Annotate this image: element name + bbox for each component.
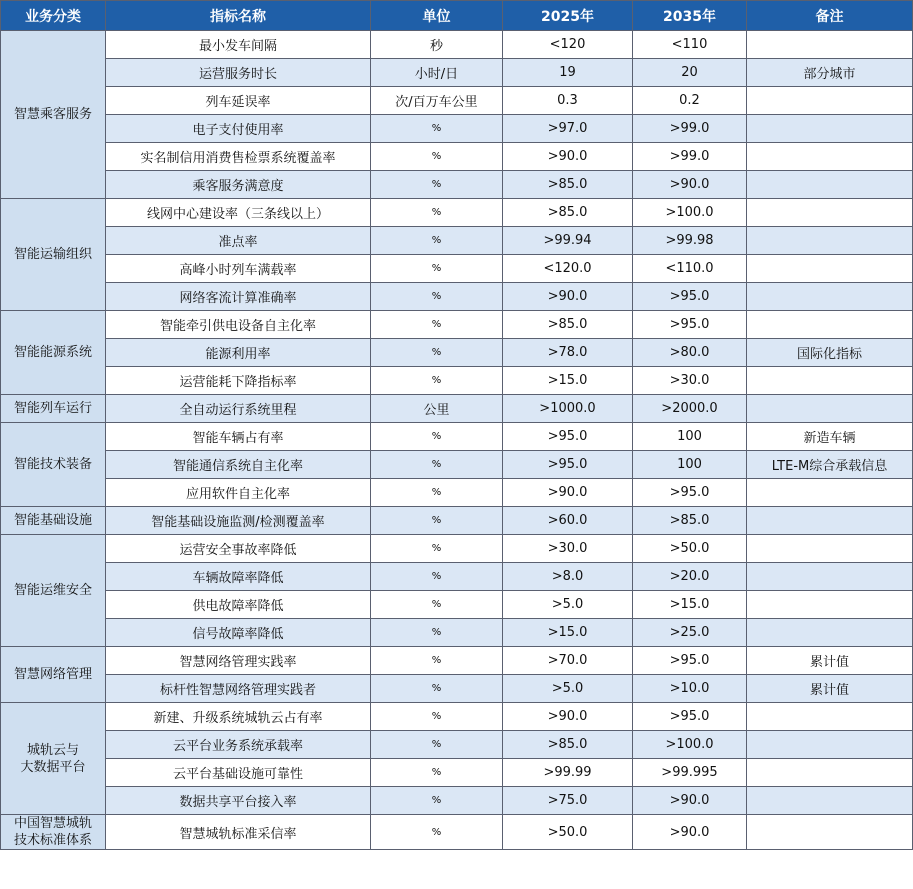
value-2025-cell: >15.0 (503, 619, 633, 647)
category-label: 智能列车运行 (13, 401, 92, 416)
table-row (1, 479, 913, 507)
category-cell (1, 703, 106, 815)
remark-cell (747, 563, 913, 591)
table-row (1, 171, 913, 199)
header-indicator-name: 指标名称 (106, 1, 371, 31)
remark-cell (747, 171, 913, 199)
remark-cell (747, 815, 913, 850)
header-remark: 备注 (747, 1, 913, 31)
table-row (1, 255, 913, 283)
indicator-name-cell: 智慧城轨标准采信率 (106, 815, 371, 850)
value-2035-cell: >99.995 (633, 759, 747, 787)
value-2035-cell: >100.0 (633, 199, 747, 227)
table-row (1, 451, 913, 479)
category-label: 中国智慧城轨 (13, 816, 92, 831)
category-label: 智能运输组织 (13, 247, 92, 262)
table-row (1, 703, 913, 731)
indicator-name-cell: 全自动运行系统里程 (106, 395, 371, 423)
value-2025-cell: >75.0 (503, 787, 633, 815)
category-cell (1, 31, 106, 199)
remark-cell: 新造车辆 (747, 423, 913, 451)
value-2025-cell: >60.0 (503, 507, 633, 535)
value-2035-cell: >99.0 (633, 115, 747, 143)
unit-cell: % (371, 731, 503, 759)
value-2035-cell: >80.0 (633, 339, 747, 367)
indicator-name-cell: 智慧网络管理实践率 (106, 647, 371, 675)
remark-cell (747, 283, 913, 311)
unit-cell: % (371, 815, 503, 850)
indicator-name-cell: 列车延误率 (106, 87, 371, 115)
table-row (1, 535, 913, 563)
remark-cell (747, 535, 913, 563)
indicator-name-cell: 运营服务时长 (106, 59, 371, 87)
indicator-name-cell: 实名制信用消费售检票系统覆盖率 (106, 143, 371, 171)
indicator-name-cell: 电子支付使用率 (106, 115, 371, 143)
value-2035-cell: >85.0 (633, 507, 747, 535)
remark-cell (747, 507, 913, 535)
table-row (1, 647, 913, 675)
category-cell (1, 815, 106, 850)
category-cell (1, 395, 106, 423)
table-row (1, 423, 913, 451)
header-row (1, 1, 913, 31)
value-2025-cell: <120.0 (503, 255, 633, 283)
table-row (1, 815, 913, 850)
indicator-name-cell: 信号故障率降低 (106, 619, 371, 647)
unit-cell: % (371, 703, 503, 731)
unit-cell: 次/百万车公里 (371, 87, 503, 115)
value-2025-cell: 19 (503, 59, 633, 87)
indicator-name-cell: 云平台基础设施可靠性 (106, 759, 371, 787)
value-2035-cell: >100.0 (633, 731, 747, 759)
remark-cell: 国际化指标 (747, 339, 913, 367)
value-2035-cell: >25.0 (633, 619, 747, 647)
value-2025-cell: >15.0 (503, 367, 633, 395)
category-label: 城轨云与 (26, 742, 79, 758)
value-2035-cell: >95.0 (633, 283, 747, 311)
remark-cell: 累计值 (747, 647, 913, 675)
value-2035-cell: 0.2 (633, 87, 747, 115)
table-row (1, 675, 913, 703)
remark-cell (747, 199, 913, 227)
category-cell (1, 647, 106, 703)
indicator-name-cell: 能源利用率 (106, 339, 371, 367)
value-2025-cell: 0.3 (503, 87, 633, 115)
category-label: 大数据平台 (20, 759, 86, 775)
value-2025-cell: >1000.0 (503, 395, 633, 423)
indicator-name-cell: 智能车辆占有率 (106, 423, 371, 451)
unit-cell: % (371, 115, 503, 143)
remark-cell (747, 731, 913, 759)
value-2035-cell: >30.0 (633, 367, 747, 395)
remark-cell: 累计值 (747, 675, 913, 703)
indicator-name-cell: 数据共享平台接入率 (106, 787, 371, 815)
value-2035-cell: >95.0 (633, 703, 747, 731)
unit-cell: % (371, 199, 503, 227)
remark-cell (747, 227, 913, 255)
category-cell (1, 199, 106, 311)
indicator-name-cell: 应用软件自主化率 (106, 479, 371, 507)
value-2035-cell: >99.0 (633, 143, 747, 171)
indicator-name-cell: 运营能耗下降指标率 (106, 367, 371, 395)
unit-cell: % (371, 507, 503, 535)
unit-cell: % (371, 171, 503, 199)
category-cell (1, 311, 106, 395)
value-2025-cell: >97.0 (503, 115, 633, 143)
indicator-name-cell: 标杆性智慧网络管理实践者 (106, 675, 371, 703)
table-row (1, 507, 913, 535)
indicator-name-cell: 智能基础设施监测/检测覆盖率 (106, 507, 371, 535)
value-2035-cell: 100 (633, 423, 747, 451)
unit-cell: 公里 (371, 395, 503, 423)
table-row (1, 87, 913, 115)
remark-cell (747, 255, 913, 283)
value-2025-cell: >90.0 (503, 143, 633, 171)
indicator-name-cell: 新建、升级系统城轨云占有率 (106, 703, 371, 731)
table-row (1, 311, 913, 339)
unit-cell: % (371, 339, 503, 367)
unit-cell: % (371, 759, 503, 787)
unit-cell: % (371, 591, 503, 619)
value-2035-cell: >15.0 (633, 591, 747, 619)
unit-cell: 小时/日 (371, 59, 503, 87)
table-row (1, 787, 913, 815)
unit-cell: % (371, 283, 503, 311)
header-2035: 2035年 (633, 1, 747, 31)
remark-cell (747, 759, 913, 787)
value-2035-cell: >2000.0 (633, 395, 747, 423)
unit-cell: % (371, 535, 503, 563)
indicator-name-cell: 乘客服务满意度 (106, 171, 371, 199)
unit-cell: 秒 (371, 31, 503, 59)
remark-cell (747, 143, 913, 171)
value-2025-cell: >8.0 (503, 563, 633, 591)
value-2035-cell: <110.0 (633, 255, 747, 283)
value-2025-cell: >30.0 (503, 535, 633, 563)
value-2035-cell: >90.0 (633, 787, 747, 815)
value-2025-cell: >85.0 (503, 731, 633, 759)
value-2025-cell: >78.0 (503, 339, 633, 367)
value-2025-cell: >99.99 (503, 759, 633, 787)
remark-cell (747, 115, 913, 143)
value-2025-cell: <120 (503, 31, 633, 59)
value-2035-cell: 100 (633, 451, 747, 479)
unit-cell: % (371, 787, 503, 815)
indicator-name-cell: 线网中心建设率（三条线以上） (106, 199, 371, 227)
table-row (1, 143, 913, 171)
unit-cell: % (371, 675, 503, 703)
indicator-name-cell: 最小发车间隔 (106, 31, 371, 59)
table-body (1, 31, 913, 850)
unit-cell: % (371, 143, 503, 171)
unit-cell: % (371, 423, 503, 451)
table-row (1, 591, 913, 619)
value-2035-cell: >20.0 (633, 563, 747, 591)
header-category: 业务分类 (1, 1, 106, 31)
indicator-name-cell: 准点率 (106, 227, 371, 255)
category-label: 智能能源系统 (13, 345, 92, 360)
value-2025-cell: >5.0 (503, 591, 633, 619)
unit-cell: % (371, 563, 503, 591)
table-row (1, 283, 913, 311)
table-row (1, 759, 913, 787)
value-2025-cell: >99.94 (503, 227, 633, 255)
remark-cell (747, 479, 913, 507)
table-row (1, 199, 913, 227)
indicator-name-cell: 运营安全事故率降低 (106, 535, 371, 563)
remark-cell (747, 591, 913, 619)
table-row (1, 619, 913, 647)
category-cell (1, 535, 106, 647)
remark-cell (747, 787, 913, 815)
unit-cell: % (371, 255, 503, 283)
unit-cell: % (371, 311, 503, 339)
value-2025-cell: >95.0 (503, 451, 633, 479)
unit-cell: % (371, 619, 503, 647)
value-2025-cell: >70.0 (503, 647, 633, 675)
unit-cell: % (371, 479, 503, 507)
value-2035-cell: >10.0 (633, 675, 747, 703)
table-row (1, 395, 913, 423)
indicator-name-cell: 高峰小时列车满载率 (106, 255, 371, 283)
remark-cell (747, 367, 913, 395)
value-2035-cell: >95.0 (633, 479, 747, 507)
unit-cell: % (371, 647, 503, 675)
indicator-name-cell: 网络客流计算准确率 (106, 283, 371, 311)
value-2035-cell: >90.0 (633, 171, 747, 199)
remark-cell: LTE-M综合承载信息 (747, 451, 913, 479)
category-label: 智慧网络管理 (13, 667, 92, 682)
header-unit: 单位 (371, 1, 503, 31)
category-label: 智能运维安全 (13, 583, 92, 598)
value-2035-cell: 20 (633, 59, 747, 87)
header-2025: 2025年 (503, 1, 633, 31)
table-row (1, 227, 913, 255)
value-2025-cell: >85.0 (503, 199, 633, 227)
table-row (1, 367, 913, 395)
remark-cell (747, 395, 913, 423)
value-2035-cell: <110 (633, 31, 747, 59)
table-row (1, 31, 913, 59)
table-row (1, 731, 913, 759)
table-row (1, 339, 913, 367)
indicator-name-cell: 智能通信系统自主化率 (106, 451, 371, 479)
value-2035-cell: >95.0 (633, 311, 747, 339)
value-2025-cell: >95.0 (503, 423, 633, 451)
value-2025-cell: >85.0 (503, 311, 633, 339)
category-cell (1, 507, 106, 535)
indicator-name-cell: 供电故障率降低 (106, 591, 371, 619)
table-row (1, 115, 913, 143)
category-cell (1, 423, 106, 507)
value-2025-cell: >90.0 (503, 283, 633, 311)
category-label: 技术标准体系 (13, 833, 92, 848)
value-2035-cell: >99.98 (633, 227, 747, 255)
unit-cell: % (371, 451, 503, 479)
category-label: 智能基础设施 (13, 513, 92, 528)
value-2025-cell: >90.0 (503, 479, 633, 507)
remark-cell (747, 311, 913, 339)
value-2025-cell: >5.0 (503, 675, 633, 703)
indicator-name-cell: 智能牵引供电设备自主化率 (106, 311, 371, 339)
indicator-name-cell: 云平台业务系统承载率 (106, 731, 371, 759)
category-label: 智能技术装备 (13, 457, 92, 472)
value-2035-cell: >95.0 (633, 647, 747, 675)
remark-cell (747, 87, 913, 115)
value-2035-cell: >50.0 (633, 535, 747, 563)
remark-cell (747, 31, 913, 59)
value-2025-cell: >85.0 (503, 171, 633, 199)
remark-cell: 部分城市 (747, 59, 913, 87)
remark-cell (747, 619, 913, 647)
unit-cell: % (371, 227, 503, 255)
value-2025-cell: >50.0 (503, 815, 633, 850)
table-row (1, 59, 913, 87)
indicator-name-cell: 车辆故障率降低 (106, 563, 371, 591)
remark-cell (747, 703, 913, 731)
value-2035-cell: >90.0 (633, 815, 747, 850)
category-label: 智慧乘客服务 (13, 107, 92, 122)
value-2025-cell: >90.0 (503, 703, 633, 731)
table-row (1, 563, 913, 591)
unit-cell: % (371, 367, 503, 395)
